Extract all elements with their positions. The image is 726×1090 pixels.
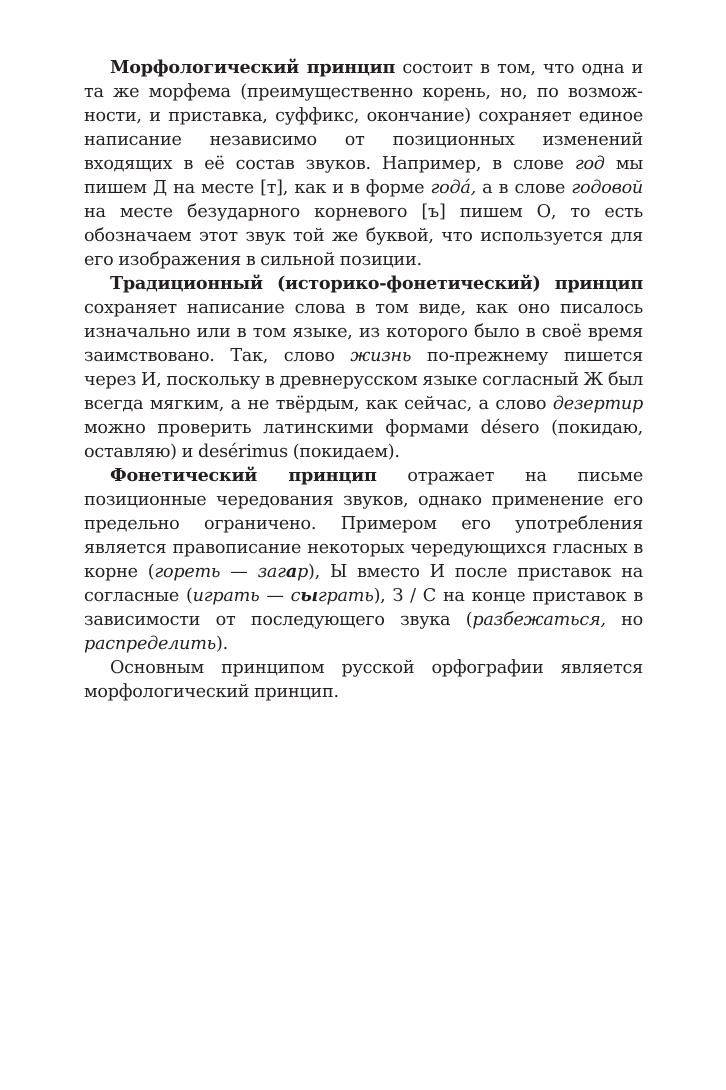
example-word: гореть — заг bbox=[154, 562, 286, 582]
term-morphological-principle: Морфологический принцип bbox=[110, 57, 396, 78]
text-segment: сохраняет написание слова в том виде, как оно писалось изначально или в том языке, из которого было в своё время заимствовано. Так, слово bbox=[84, 298, 643, 366]
example-word: распределить bbox=[84, 634, 216, 654]
paragraph-phonetic-principle bbox=[84, 464, 643, 656]
page-text-block bbox=[84, 56, 643, 704]
term-phonetic-principle: Фонетический принцип bbox=[110, 465, 377, 486]
highlighted-letter: ы bbox=[300, 585, 318, 606]
text-segment: Основным принципом русской орфографии является морфологический принцип. bbox=[84, 658, 643, 702]
text-segment: но bbox=[605, 610, 643, 630]
example-word: года́, bbox=[430, 178, 476, 198]
example-word: год bbox=[574, 154, 605, 174]
paragraph-traditional-principle bbox=[84, 272, 643, 464]
text-segment: мы пишем Д на месте [т], как и в форме bbox=[84, 154, 644, 198]
paragraph-conclusion bbox=[84, 656, 643, 704]
text-segment: отражает на письме позиционные чередования звуков, однако применение его предельно ограничено. Примером его употребления является правописание некоторых чередующихся гласных в корне ( bbox=[84, 466, 644, 582]
paragraph-morphological-principle bbox=[84, 56, 643, 272]
text-segment: по-прежнему пишется через И, поскольку в древнерусском языке согласный Ж был всегда мягким, а не твёрдым, как сейчас, а слово bbox=[84, 346, 643, 414]
highlighted-letter: а bbox=[285, 561, 297, 582]
text-segment: ). bbox=[215, 634, 228, 654]
example-word: р bbox=[296, 562, 308, 582]
example-word: жизнь bbox=[350, 346, 412, 366]
example-word: дезертир bbox=[552, 394, 643, 414]
text-segment: на месте безударного корневого [ъ] пишем О, то есть обозначаем этот звук той же буквой, что используется для его изображения в сильной позиции. bbox=[84, 202, 643, 270]
text-segment: а в слове bbox=[475, 178, 572, 198]
example-word: разбежаться, bbox=[472, 610, 606, 630]
text-segment: состоит в том, что одна и та же морфема (преимущественно корень, но, по возможности, и приставка, суффикс, окончание) сохраняет единое написание независимо от позиционных изменений входящих в её состав звуков. Например, в слове bbox=[84, 58, 643, 174]
term-traditional-principle: Традиционный (историко-фонетический) принцип bbox=[110, 273, 643, 294]
text-segment: ), Ы вместо И после приставок на согласные ( bbox=[84, 562, 643, 606]
example-word: грать bbox=[317, 586, 374, 606]
example-word: годовой bbox=[571, 178, 643, 198]
example-word: играть — с bbox=[192, 586, 301, 606]
text-segment: можно проверить латинскими формами désero (покидаю, оставляю) и desérimus (покидаем). bbox=[84, 418, 643, 462]
text-segment: ), З / С на конце приставок в зависимости от последующего звука ( bbox=[84, 586, 644, 630]
